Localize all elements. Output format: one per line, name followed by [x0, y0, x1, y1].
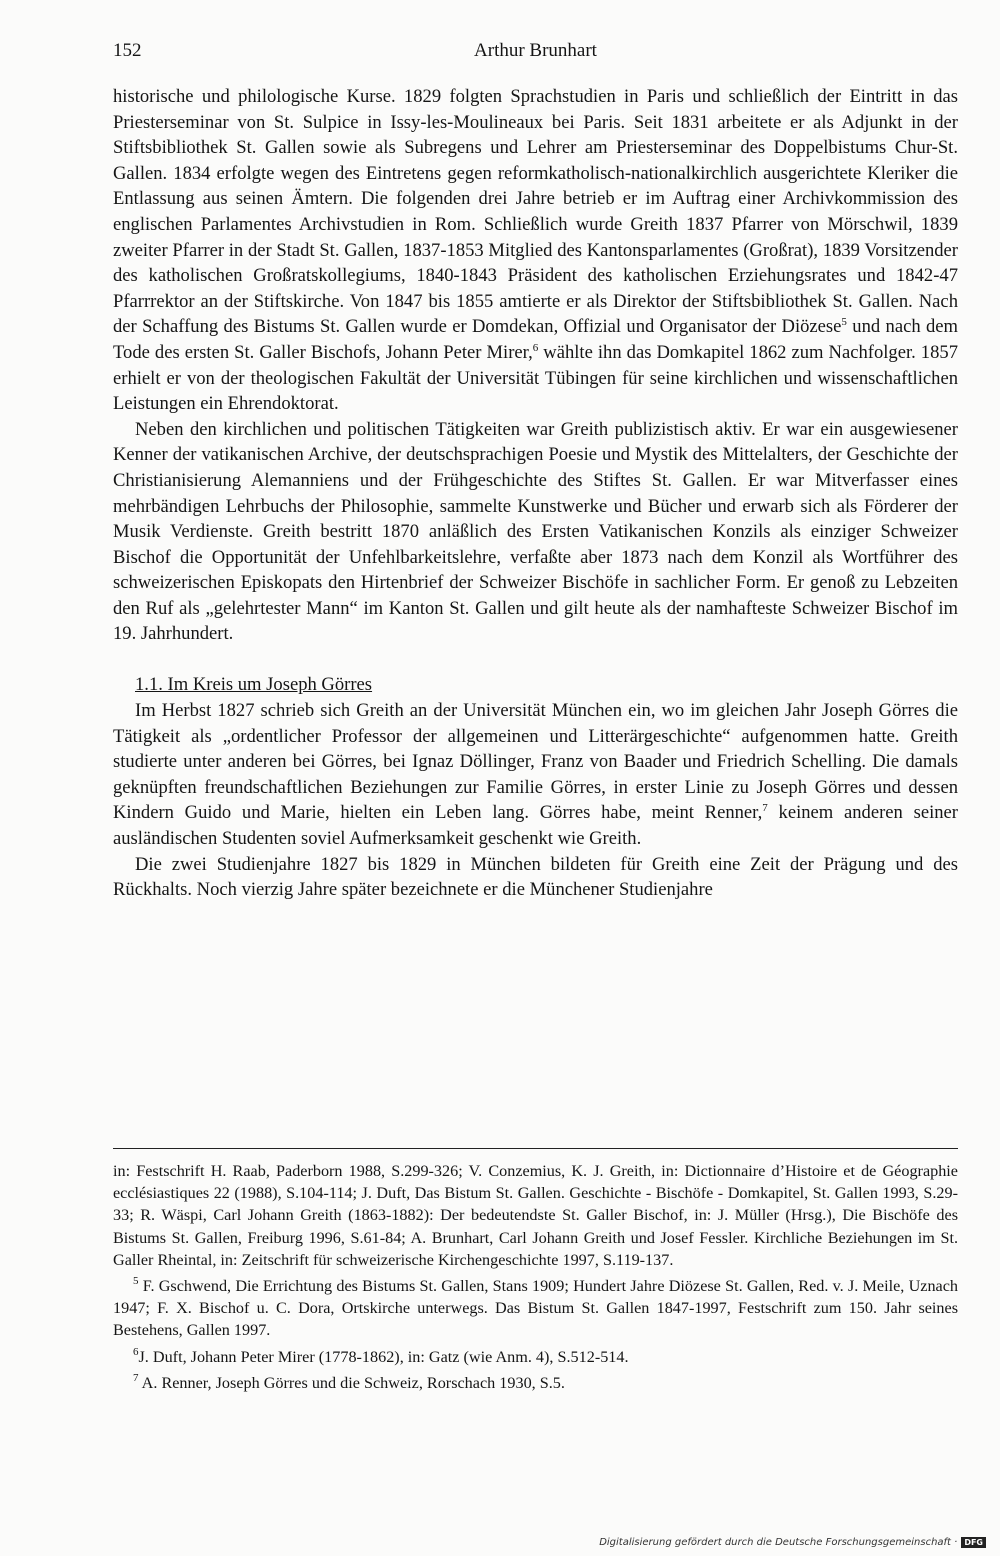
text-segment: und nach dem Tode des ersten St. Galler Bischofs, Johann Peter Mirer,: [113, 316, 958, 363]
footnote: [113, 1346, 958, 1368]
dfg-logo: DFG: [961, 1537, 986, 1548]
text-segment: keinem anderen seiner ausländischen Studenten soviel Aufmerksamkeit geschenkt wie Greith.: [113, 802, 958, 850]
footnote: [113, 1372, 958, 1394]
footnote-text: A. Renner, Joseph Görres und die Schweiz, Rorschach 1930, S.5.: [141, 1373, 565, 1392]
running-head: [113, 40, 958, 66]
footnote-ref: 7: [762, 802, 768, 815]
footnote-ref: 6: [532, 341, 539, 354]
body-text: [113, 84, 958, 903]
footnote-ref: 5: [841, 316, 847, 329]
footnote-text: F. Gschwend, Die Errichtung des Bistums St. Gallen, Stans 1909; Hundert Jahre Diözese St. Gallen, Red. v. J. Meile, Uznach 1947; F. X. Bischof u. C. Dora, Ortskirche unterwegs. Das Bistum St. Gallen 1847-1997, Festschrift zum 150. Jahr seines Bestehens, Gallen 1997.: [113, 1277, 958, 1340]
footnote-number: 5: [133, 1275, 139, 1288]
footnote-number: 6: [133, 1345, 139, 1358]
footnote-number: 7: [133, 1371, 139, 1384]
digitization-footer: [599, 1537, 986, 1548]
text-segment: Im Herbst 1827 schrieb sich Greith an der Universität München ein, wo im gleichen Jahr Joseph Görres die Tätigkeit als „ordentlicher Professor der allgemeinen und Litterärgeschichte“ aufgenommen hatte. Greith studierte unter anderen bei Görres, bei Ignaz Döllinger, Franz von Baader und Friedrich Schelling. Die damals geknüpften freundschaftlichen Beziehungen zur Familie Görres, in erster Linie zu Joseph Görres und dessen Kindern Guido und Marie, hielten ein Leben lang. Görres habe, meint Renner,: [113, 700, 958, 824]
paragraph: [113, 698, 958, 852]
paragraph: [113, 84, 958, 417]
footnote-continuation: in: Festschrift H. Raab, Paderborn 1988, S.299-326; V. Conzemius, K. J. Greith, in: Dictionnaire d’Histoire et de Géographie ecclésiastiques 22 (1988), S.104-114; J. Duft, Das Bistum St. Gallen. Geschichte - Bischöfe - Domkapitel, St. Gallen 1993, S.29-33; R. Wäspi, Carl Johann Greith (1863-1882): Der bedeutendste St. Galler Bischof, in: J. Müller (Hrsg.), Die Bischöfe des Bistums St. Gallen, Freiburg 1996, S.61-84; A. Brunhart, Carl Johann Greith und Josef Fessler. Kirchliche Beziehungen im St. Galler Rheintal, in: Zeitschrift für schweizerische Kirchengeschichte 1997, S.119-137.: [113, 1162, 958, 1269]
text-segment: historische und philologische Kurse. 1829 folgten Sprachstudien in Paris und schließlich der Eintritt in das Priesterseminar von St. Sulpice in Issy-les-Moulineaux bei Paris. Seit 1831 arbeitete er als Adjunkt in der Stiftsbibliothek St. Gallen sowie als Subregens und Lehrer am Priesterseminar des Doppelbistums Chur-St. Gallen. 1834 erfolgte wegen des Eintretens gegen reformkatholisch-nationalkirchlich ausgerichtete Kleriker die Entlassung aus seinen Ämtern. Die folgenden drei Jahre betrieb er im Auftrag einer Archivkommission des englischen Parlamentes Archivstudien in Rom. Schließlich wurde Greith 1837 Pfarrer von Mörschwil, 1839 zweiter Pfarrer in der Stadt St. Gallen, 1837-1853 Mitglied des Kantonsparlamentes (Großrat), 1839 Vorsitzender des katholischen Großratskollegiums, 1840-1843 Präsident des katholischen Erziehungsrates und 1842-47 Pfarrrektor an der Stiftskirche. Von 1847 bis 1855 amtierte er als Direktor der Stiftsbibliothek St. Gallen. Nach der Schaffung des Bistums St. Gallen wurde er Domdekan, Offizial und Organisator der Diözese: [113, 86, 958, 338]
page-number: 152: [113, 40, 142, 61]
footnote-divider: [113, 1148, 958, 1149]
section-heading: 1.1. Im Kreis um Joseph Görres: [135, 674, 373, 696]
paragraph: Die zwei Studienjahre 1827 bis 1829 in München bildeten für Greith eine Zeit der Prägung und des Rückhalts. Noch vierzig Jahre später bezeichnete er die Münchener Studienjahre: [113, 853, 958, 901]
text-segment: wählte ihn das Domkapitel 1862 zum Nachfolger. 1857 erhielt er von der theologischen Fakultät der Universität Tübingen für seine kirchlichen und wissenschaftlichen Leistungen ein Ehrendoktorat.: [113, 341, 958, 415]
footer-credit: Digitalisierung gefördert durch die Deutsche Forschungsgemeinschaft ·: [599, 1537, 958, 1548]
footnotes: [113, 1160, 958, 1394]
footnote: [113, 1275, 958, 1342]
footnote-text: J. Duft, Johann Peter Mirer (1778-1862), in: Gatz (wie Anm. 4), S.512-514.: [138, 1347, 629, 1366]
running-title: Arthur Brunhart: [474, 40, 597, 61]
paragraph: Neben den kirchlichen und politischen Tätigkeiten war Greith publizistisch aktiv. Er war ein ausgewiesener Kenner der vatikanischen Archive, der deutschsprachigen Poesie und Mystik des Mittelalters, der Geschichte der Christianisierung Alemanniens und der Frühgeschichte des Stiftes St. Gallen. Er war Mitverfasser eines mehrbändigen Lehrbuchs der Philosophie, sammelte Kunstwerke und Bücher und erwarb sich als Förderer der Musik Verdienste. Greith bestritt 1870 anläßlich des Ersten Vatikanischen Konzils als einziger Schweizer Bischof die Opportunität der Unfehlbarkeitslehre, verfaßte aber 1873 nach dem Konzil als Wortführer des schweizerischen Episkopats den Hirtenbrief der Schweizer Bischöfe in sachlicher Form. Er genoß zu Lebzeiten den Ruf als „gelehrtester Mann“ im Kanton St. Gallen und gilt heute als der namhafteste Schweizer Bischof im 19. Jahrhundert.: [113, 418, 958, 645]
